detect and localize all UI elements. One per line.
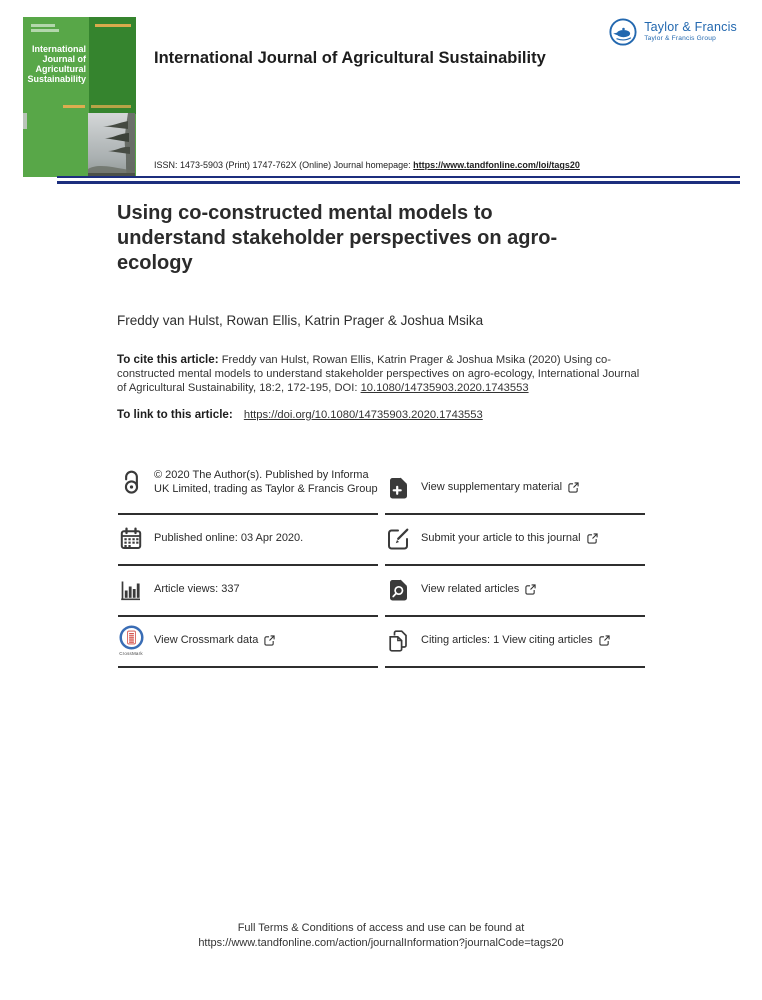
terms-url[interactable]: https://www.tandfonline.com/action/journalInformation?journalCode=tags20: [198, 937, 564, 949]
info-cell-published: [118, 515, 378, 566]
tf-logo-name: Taylor & Francis: [644, 20, 737, 35]
cover-dark-panel: [89, 17, 136, 114]
crossmark-caption: CrossMark: [119, 651, 143, 656]
article-info-grid: [118, 464, 645, 668]
cover-journal-title: International Journal of Agricultural Sustainability: [27, 44, 86, 84]
cover-editor-text: [91, 105, 131, 108]
journal-homepage-link[interactable]: https://www.tandfonline.com/loi/tags20: [413, 160, 580, 170]
open-access-text: © 2020 The Author(s). Published by Informa UK Limited, trading as Taylor & Francis Group: [154, 469, 378, 495]
published-online-text: Published online: 03 Apr 2020.: [154, 531, 304, 544]
journal-title: International Journal of Agricultural Sustainability: [154, 49, 546, 67]
tf-lamp-icon: [608, 17, 638, 47]
article-title: Using co-constructed mental models to understand stakeholder perspectives on agro- ecology: [117, 202, 558, 274]
info-cell-article-views: [118, 566, 378, 617]
open-access-icon: [118, 469, 144, 495]
external-link-icon: [525, 584, 536, 595]
submit-article-icon: [385, 527, 411, 551]
external-link-icon: [264, 635, 275, 646]
cite-doi-link[interactable]: 10.1080/14735903.2020.1743553: [360, 382, 529, 394]
related-articles-icon: [385, 578, 411, 602]
taylor-francis-logo: [608, 17, 737, 47]
cover-meta-text: [31, 29, 59, 32]
article-link-line: [117, 408, 483, 421]
external-link-icon: [599, 635, 610, 646]
article-doi-link[interactable]: https://doi.org/10.1080/14735903.2020.1743553: [243, 409, 483, 421]
cover-editor-text: [63, 105, 85, 108]
external-link-icon: [568, 482, 579, 493]
citing-articles-icon: [385, 629, 411, 653]
info-cell-supplementary[interactable]: [385, 464, 645, 515]
journal-cover: [23, 17, 136, 177]
cover-meta-text: [31, 24, 55, 27]
info-cell-citing[interactable]: [385, 617, 645, 668]
info-cell-submit[interactable]: [385, 515, 645, 566]
cite-text: Freddy van Hulst, Rowan Ellis, Katrin Prager & Joshua Msika (2020) Using co-constructed mental models to understand stakeholder perspectives on agro-ecology, International Journal of Agricultural Sustainability, 18:2, 172-195, DOI:: [117, 354, 640, 394]
header-divider: [57, 176, 740, 184]
info-cell-open-access: [118, 464, 378, 515]
citation-block: [117, 353, 649, 395]
cite-label: To cite this article:: [117, 353, 219, 366]
article-authors: Freddy van Hulst, Rowan Ellis, Katrin Prager & Joshua Msika: [117, 313, 484, 328]
cover-tree-photo: [88, 113, 135, 177]
link-label: To link to this article:: [117, 408, 233, 421]
terms-line: Full Terms & Conditions of access and use can be found at: [237, 922, 525, 934]
crossmark-icon: [118, 625, 144, 656]
external-link-icon: [587, 533, 598, 544]
issn-line: [154, 160, 580, 170]
submit-article-link[interactable]: Submit your article to this journal: [421, 531, 581, 544]
info-cell-crossmark[interactable]: [118, 617, 378, 668]
issn-label: ISSN: 1473-5903 (Print) 1747-762X (Online) Journal homepage:: [154, 160, 411, 170]
terms-footer: [0, 921, 762, 951]
crossmark-link[interactable]: View Crossmark data: [154, 633, 259, 646]
article-views-text: Article views: 337: [154, 582, 240, 595]
cover-volume-text: [95, 24, 131, 27]
calendar-icon: [118, 527, 144, 551]
info-cell-related[interactable]: [385, 566, 645, 617]
bar-chart-icon: [118, 578, 144, 602]
supplementary-link[interactable]: View supplementary material: [421, 480, 563, 493]
cover-spine-tab: [23, 113, 27, 129]
tf-logo-subtitle: Taylor & Francis Group: [644, 34, 717, 42]
supplementary-icon: [385, 476, 411, 500]
related-articles-link[interactable]: View related articles: [421, 582, 520, 595]
citing-articles-link[interactable]: Citing articles: 1 View citing articles: [421, 633, 593, 646]
